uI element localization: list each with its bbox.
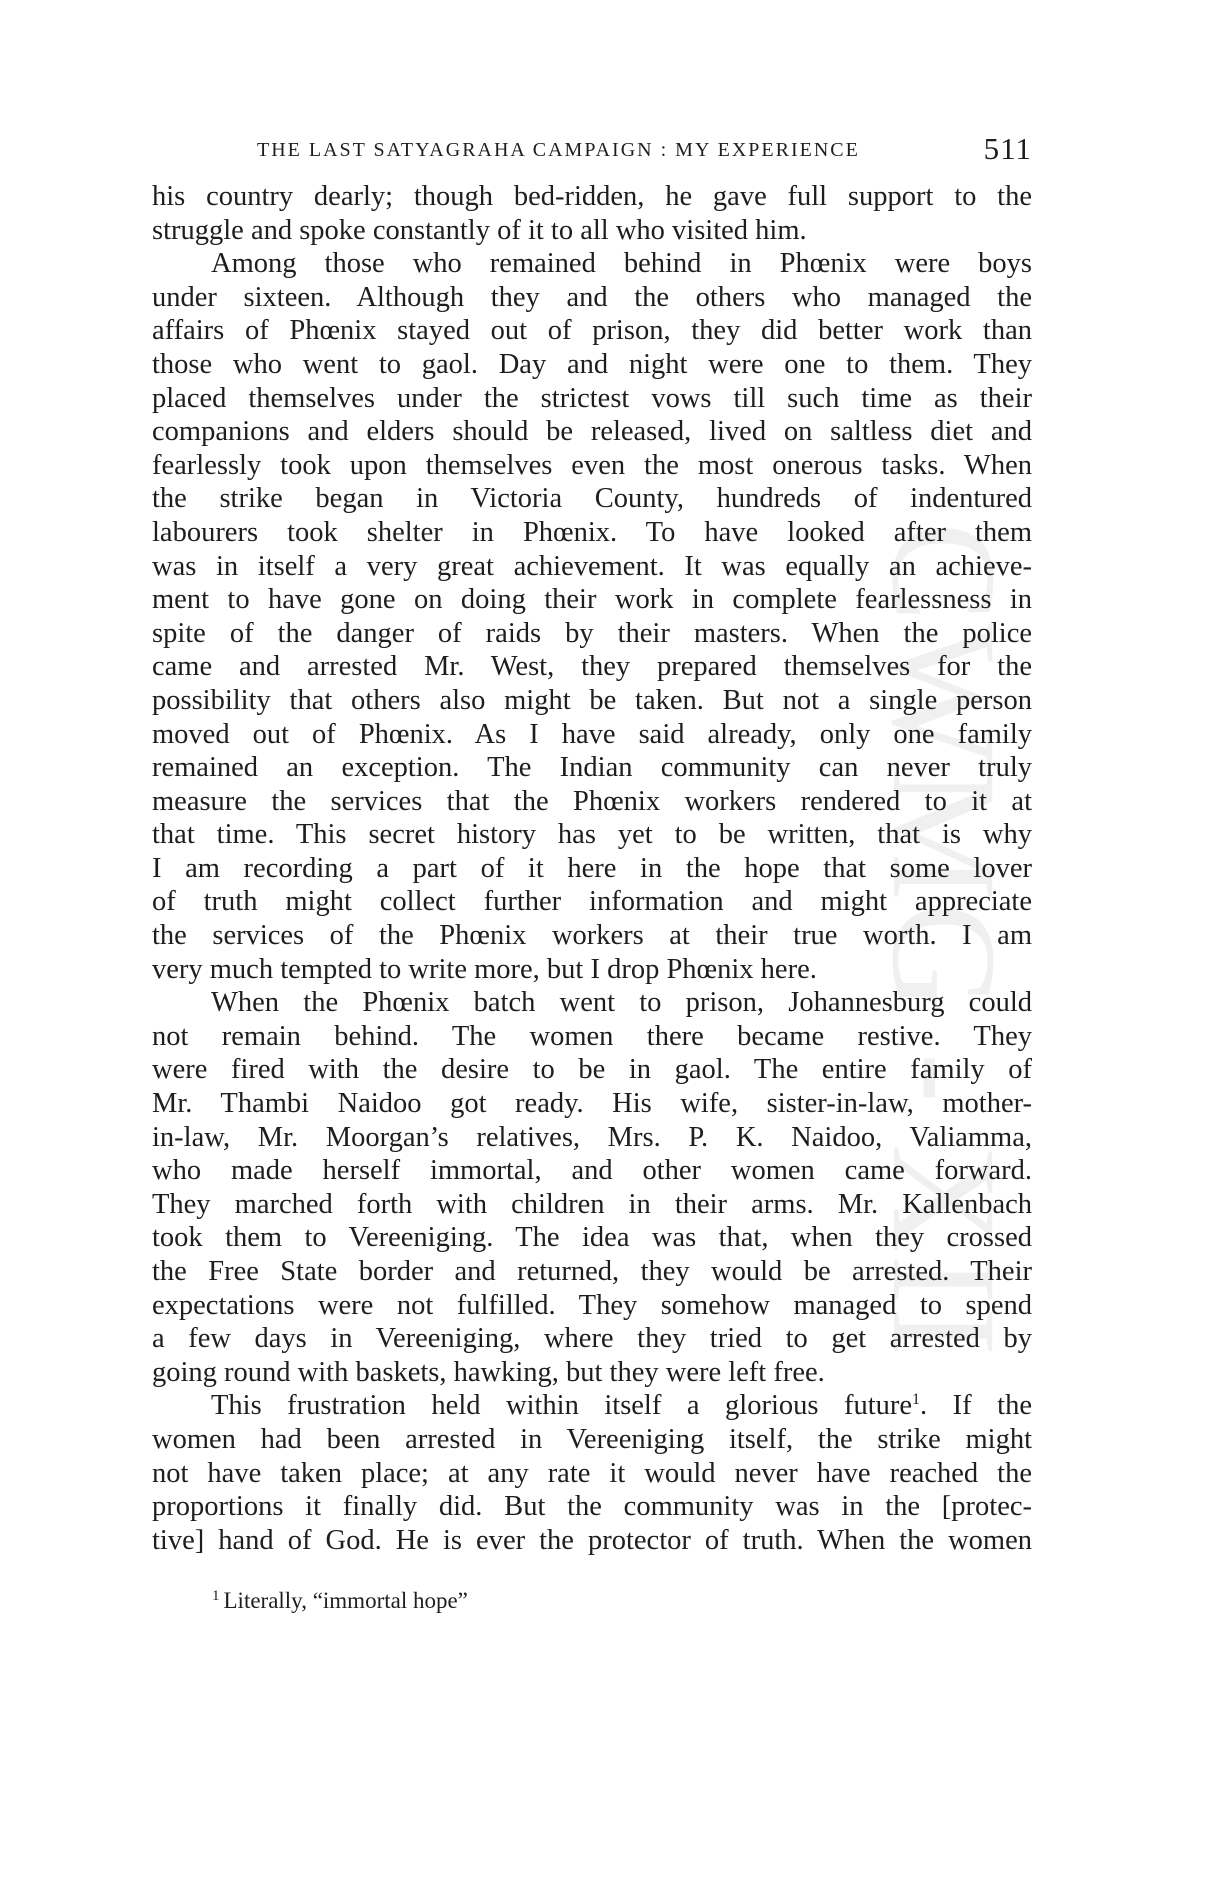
text-line: remained an exception. The Indian community can never truly [152, 752, 1032, 784]
text-line: took them to Vereeniging. The idea was that, when they crossed [152, 1222, 1032, 1254]
text-line: expectations were not fulfilled. They somehow managed to spend [152, 1289, 1032, 1321]
text-line: his country dearly; though bed-ridden, he gave full support to the [152, 181, 1032, 212]
page-number: 511 [983, 131, 1032, 166]
text-line: struggle and spoke constantly of it to all who visited him. [152, 214, 807, 246]
text-line: a few days in Vereeniging, where they tried to get arrested by [152, 1323, 1032, 1355]
text-line: was in itself a very great achievement. It was equally an achieve- [152, 550, 1032, 582]
text-line-with-note [152, 1389, 1032, 1423]
text-line: the strike began in Victoria County, hundreds of indentured [152, 483, 1032, 515]
text-line: in-law, Mr. Moorgan’s relatives, Mrs. P. K. Naidoo, Valiamma, [152, 1121, 1032, 1153]
text-line: of truth might collect further information and might appreciate [152, 886, 1032, 918]
text-line: were fired with the desire to be in gaol. The entire family of [152, 1054, 1032, 1086]
text-line: Mr. Thambi Naidoo got ready. His wife, sister-in-law, mother- [152, 1088, 1032, 1120]
text-line: placed themselves under the strictest vows till such time as their [152, 382, 1032, 414]
text-line: fearlessly took upon themselves even the most onerous tasks. When [152, 449, 1032, 481]
text-line: spite of the danger of raids by their masters. When the police [152, 617, 1032, 649]
text-line: proportions it finally did. But the community was in the [protec- [152, 1491, 1032, 1523]
footnote-reference[interactable]: 1 [912, 1391, 921, 1409]
running-header [152, 131, 1032, 171]
text-line: When the Phœnix batch went to prison, Johannesburg could [211, 987, 1032, 1019]
text-line: possibility that others also might be taken. But not a single person [152, 684, 1032, 716]
text-line: that time. This secret history has yet to be written, that is why [152, 819, 1032, 851]
text-line: measure the services that the Phœnix workers rendered to it at [152, 785, 1032, 817]
text-line: I am recording a part of it here in the hope that some lover [152, 852, 1032, 884]
text-segment: . If the [920, 1390, 1032, 1422]
text-line: came and arrested Mr. West, they prepared themselves for the [152, 651, 1032, 683]
text-line: moved out of Phœnix. As I have said already, only one family [152, 718, 1032, 750]
text-segment: This frustration held within itself a glorious future [211, 1390, 913, 1422]
text-line: tive] hand of God. He is ever the protector of truth. When the women [152, 1524, 1032, 1556]
text-line: very much tempted to write more, but I drop Phœnix here. [152, 953, 817, 985]
footnote [212, 1588, 468, 1614]
footnote-marker: 1 [212, 1588, 220, 1604]
text-line: affairs of Phœnix stayed out of prison, they did better work than [152, 315, 1032, 347]
text-line: They marched forth with children in their arms. Mr. Kallenbach [152, 1188, 1032, 1220]
text-line: ment to have gone on doing their work in complete fearlessness in [152, 584, 1032, 616]
text-line: Among those who remained behind in Phœnix were boys [211, 248, 1032, 280]
watermark: CWMG - XII [861, 522, 1027, 1359]
footnote-text: Literally, “immortal hope” [223, 1588, 468, 1613]
text-line: labourers took shelter in Phœnix. To have looked after them [152, 516, 1032, 548]
running-title: THE LAST SATYAGRAHA CAMPAIGN : MY EXPERIENCE [257, 139, 860, 161]
text-line: who made herself immortal, and other women came forward. [152, 1155, 1032, 1187]
text-line: not have taken place; at any rate it would never have reached the [152, 1457, 1032, 1489]
text-line: those who went to gaol. Day and night were one to them. They [152, 348, 1032, 380]
text-line: the services of the Phœnix workers at their true worth. I am [152, 920, 1032, 952]
text-line: women had been arrested in Vereeniging itself, the strike might [152, 1423, 1032, 1455]
text-line: going round with baskets, hawking, but they were left free. [152, 1356, 825, 1388]
text-line: not remain behind. The women there became restive. They [152, 1020, 1032, 1052]
text-line: under sixteen. Although they and the others who managed the [152, 281, 1032, 313]
body-text [152, 180, 1032, 1557]
text-line: companions and elders should be released, lived on saltless diet and [152, 416, 1032, 448]
text-line: the Free State border and returned, they would be arrested. Their [152, 1256, 1032, 1287]
